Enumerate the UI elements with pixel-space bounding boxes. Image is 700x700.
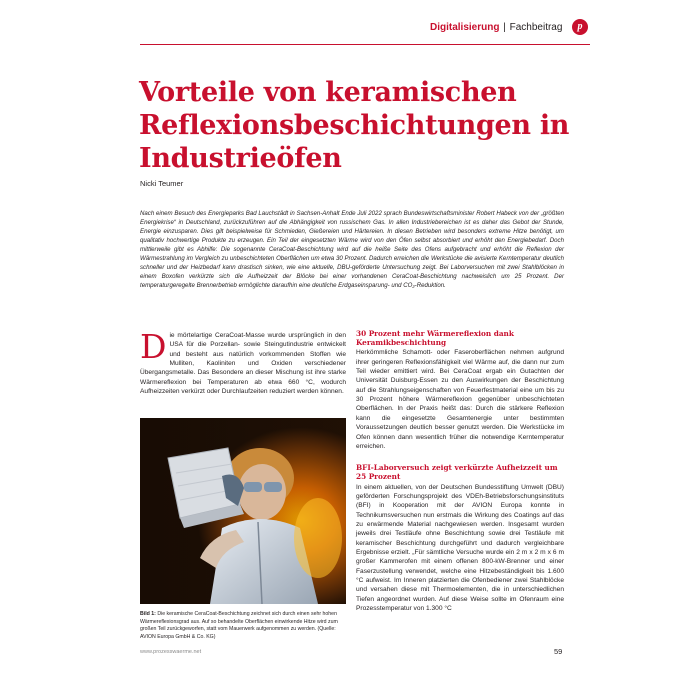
article-type-label: Fachbeitrag: [509, 22, 563, 33]
paragraph-laborversuch: In einem aktuellen, von der Deutschen Bundesstiftung Umwelt (DBU) geförderten Forschungsprojekt des VDEh-Betriebsforschungsinstituts (BFI) in Kooperation mit der AVION Europa konnte in Technikumsversuchen nun erstmals die Wirkung des Coatings auf das zu erwärmende Material nachgewiesen werden. Insgesamt wurden jeweils drei Testläufe ohne Beschichtung sowie drei Testläufe mit keramischer Beschichtung durchgeführt und dadurch vergleichbare Ergebnisse erzielt. „Für sämtliche Versuche wurde ein 2 m x 2 m x 6 m großer Kammerofen mit einem offenen 800-kW-Brenner und einer Faserzustellung verwendet, welche eine Hitzebeständigkeit bis 1.600 °C aufweist. Im Inneren platzierten die Ofenbediener zwei Stahlblöcke und versahen diese mit Thermoelementen, die in unterschiedlichen Tiefen angeordnet wurden. Auf diese Weise sollte im Ofenraum eine Prozesstemperatur von 1.300 °C: [356, 483, 564, 613]
caption-label: Bild 1:: [140, 611, 156, 617]
magazine-logo-icon: p: [572, 19, 588, 35]
paragraph-reflexion: Herkömmliche Schamott- oder Faseroberflächen nehmen aufgrund ihrer geringeren Reflexionsfähigkeit viel Wärme auf, die dann nur zum Teil wieder emittiert wird. Bei CeraCoat ergab ein Gutachten der Universität Duisburg-Essen zu den Auswirkungen der Beschichtung auf die Strahlungseigenschaften von Feuerfestmaterial eine um bis zu 30 Prozent höhere Wärmereflexion gegenüber unbeschichteten Oberflächen. In der Praxis heißt das: Durch die stärkere Reflexion kann die eingesetzte Gesamtenergie unter bestimmten Voraussetzungen deutlich besser genutzt werden. Die Werkstücke im Ofen können dann wesentlich früher die notwendige Kerntemperatur erreichen.: [356, 349, 564, 450]
header-divider: [140, 44, 590, 45]
opening-paragraph: [140, 327, 346, 396]
article-photo: [140, 418, 346, 604]
footer-url: www.prozesswaerme.net: [140, 649, 202, 655]
section-label: Digitalisierung: [430, 22, 500, 33]
subheading-laborversuch: BFI-Laborversuch zeigt verkürzte Aufheizzeit um 25 Prozent: [356, 463, 558, 482]
photo-caption: [140, 611, 346, 641]
opening-paragraph-text: ie mörtelartige CeraCoat-Masse wurde ursprünglich in den USA für die Porzellan- sowie Steingutindustrie entwickelt und besteht aus natürlich vorkommenden Stoffen wie Mulliten, Kaoliniten und Oxiden verschiedener Übergangsmetalle. Das Besondere an dieser Mischung ist ihre starke Wärmereflexion bei Temperaturen ab etwa 660 °C, wodurch Aufheizzeiten verkürzt oder Durchlaufzeiten reduziert werden können.: [140, 332, 346, 396]
left-column: [140, 327, 346, 396]
article-intro: Nach einem Besuch des Energieparks Bad Lauchstädt in Sachsen-Anhalt Ende Juli 2022 sprach Bundeswirtschaftsminister Robert Habeck von der „größten Energiekrise“ in Deutschland, zurückzuführen auf die Abhängigkeit von russischem Gas. In allen Industriebereichen ist es daher das Gebot der Stunde, Energie einzusparen. Dies gilt beispielweise für Schmieden, Gießereien und Härtereien. In diesen Betrieben wird besonders extreme Hitze benötigt, um qualitativ hochwertige Produkte zu erzeugen. Ein Teil der eingesetzten Wärme wird von den Öfen selbst absorbiert und erhöht den Energiebedarf. Doch mittlerweile gibt es Abhilfe: Die sogenannte CeraCoat-Beschichtung wird auf die heiße Seite des Ofens aufgebracht und erhöht die Reflexion der Wärmestrahlung im Vergleich zu unbeschichteten Oberflächen um etwa 30 Prozent. Dadurch erreichen die Werkstücke die avisierte Kerntemperatur deutlich schneller und der Heizbedarf kann drastisch sinken, wie eine aktuelle, DBU-geförderte Untersuchung zeigt. Bei Laborversuchen mit zwei Stahlblöcken in einem Boxofen verkürzte sich die Aufheizzeit der Blöcke bei einer vorhandenen CeraCoat-Beschichtung nachweislich um 25 Prozent. Der temperaturgeregelte Brennerbetrieb ermöglichte daraufhin eine deutliche Erdgaseinsparung- und CO₂-Reduktion.: [140, 210, 564, 290]
page-number: 59: [554, 647, 563, 656]
caption-text: Die keramische CeraCoat-Beschichtung zeichnet sich durch einen sehr hohen Wärmereflexionsgrad aus. Auf so behandelte Oberflächen einwirkende Hitze wird zum großen Teil zurückgeworfen, statt vom Mauerwerk aufgenommen zu werden. (Quelle: AVION Europa GmbH & Co. KG): [140, 611, 338, 640]
section-separator: |: [503, 22, 506, 33]
section-header: [430, 18, 568, 38]
article-author: Nicki Teumer: [140, 179, 184, 188]
subheading-reflexion: 30 Prozent mehr Wärmereflexion dank Keramikbeschichtung: [356, 329, 514, 348]
article-title: Vorteile von keramischen Reflexionsbeschichtungen in Industrieöfen: [139, 77, 570, 174]
right-column: [356, 329, 564, 613]
drop-cap: D: [140, 327, 167, 366]
